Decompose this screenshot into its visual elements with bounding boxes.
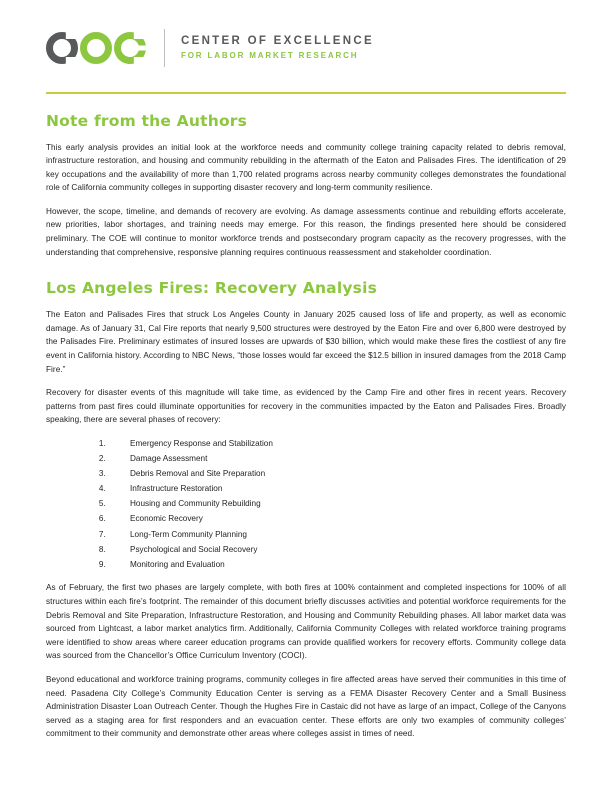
paragraph: The Eaton and Palisades Fires that struck Los Angeles County in January 2025 caused loss of life and property, as well as economic damage. As of January 31, Cal Fire reports that nearly 9,500 structures were destroyed by the Eaton Fire and over 6,800 were destroyed by the Palisades Fire. Preliminary estimates of insured losses are upwards of $30 billion, which would make these fires the costliest of any fire event in California history. According to NBC News, “those losses would far exceed the $12.5 billion in insured damages from the 2018 Camp Fire.” [46,310,566,374]
list-item: 4. Infrastructure Restoration [108,482,566,496]
paragraph: This early analysis provides an initial look at the workforce needs and community college training capacity related to debris removal, infrastructure restoration, and housing and community rebuilding in the aftermath of the Eaton and Palisades Fires. The identification of 29 key occupations and the availability of more than 1,700 related programs across nearby community colleges demonstrates the foundational role of California community colleges in supporting disaster recovery and long-term community resilience. [46,142,566,193]
page-content [46,0,566,751]
logo-letter-o-icon [80,32,112,64]
logo-wordmark [181,34,374,62]
logo-title-line2: FOR LABOR MARKET RESEARCH [181,51,359,60]
list-item: 8. Psychological and Social Recovery [108,543,566,557]
logo-letter-e-icon [114,32,146,64]
list-item: 3. Debris Removal and Site Preparation [108,467,566,481]
list-item: 2. Damage Assessment [108,452,566,466]
list-item: 7. Long-Term Community Planning [108,528,566,542]
paragraph: Beyond educational and workforce training programs, community colleges in fire affected areas have served their communities in this time of need. Pasadena City College’s Community Education Center is serving as a FEMA Disaster Recovery Center and a Small Business Administration Disaster Loan Outreach Center. Though the Hughes Fire in Castaic did not have as large of an impact, College of the Canyons served as a staging area for first responders and an evacuation center. These efforts are only two examples of community colleges’ commitment to their community and demonstrate other areas where colleges assist in times of need. [46,674,566,739]
logo-divider [164,29,165,67]
section-heading-authors: Note from the Authors [46,111,248,130]
logo-title-line1: CENTER OF EXCELLENCE [181,35,374,47]
list-item: 5. Housing and Community Rebuilding [108,497,566,511]
paragraph: However, the scope, timeline, and demands of recovery are evolving. As damage assessments continue and rebuilding efforts accelerate, new priorities, labor shortages, and training needs may emerge. For this reason, the findings presented here should be considered preliminary. The COE will continue to monitor workforce trends and postsecondary program capacity as the recovery progresses, with the understanding that comprehensive, responsive planning requires continuous reassessment and stakeholder coordination. [46,206,566,257]
list-item: 9. Monitoring and Evaluation [108,558,566,572]
recovery-phases-list [46,437,566,571]
document-header [46,0,566,74]
coe-logo-mark [46,32,146,64]
paragraph: Recovery for disaster events of this magnitude will take time, as evidenced by the Camp Fire and other fires in recent years. Recovery patterns from past fires could illuminate opportunities for recovery in the communities impacted by the Eaton and Palisades Fires. Broadly speaking, there are several phases of recovery: [46,388,566,425]
header-divider [46,92,566,94]
paragraph: As of February, the first two phases are largely complete, with both fires at 100% containment and completed inspections for 100% of all structures within each fire’s footprint. The remainder of this document briefly discusses activities and potential workforce requirements for the Debris Removal and Site Preparation, Infrastructure Restoration, and Housing and Community Rebuilding phases. All labor market data was sourced from Lightcast, a labor market analytics firm. Additionally, California Community Colleges with related workforce training programs were identified to show areas where career education programs can provide qualified workers for recovery efforts. Community college data was sourced from the Chancellor’s Office Curriculum Inventory (COCI). [46,583,566,661]
list-item: 1. Emergency Response and Stabilization [108,437,566,451]
logo-letter-c-icon [46,32,78,64]
list-item: 6. Economic Recovery [108,512,566,526]
section-heading-recovery: Los Angeles Fires: Recovery Analysis [46,279,378,298]
